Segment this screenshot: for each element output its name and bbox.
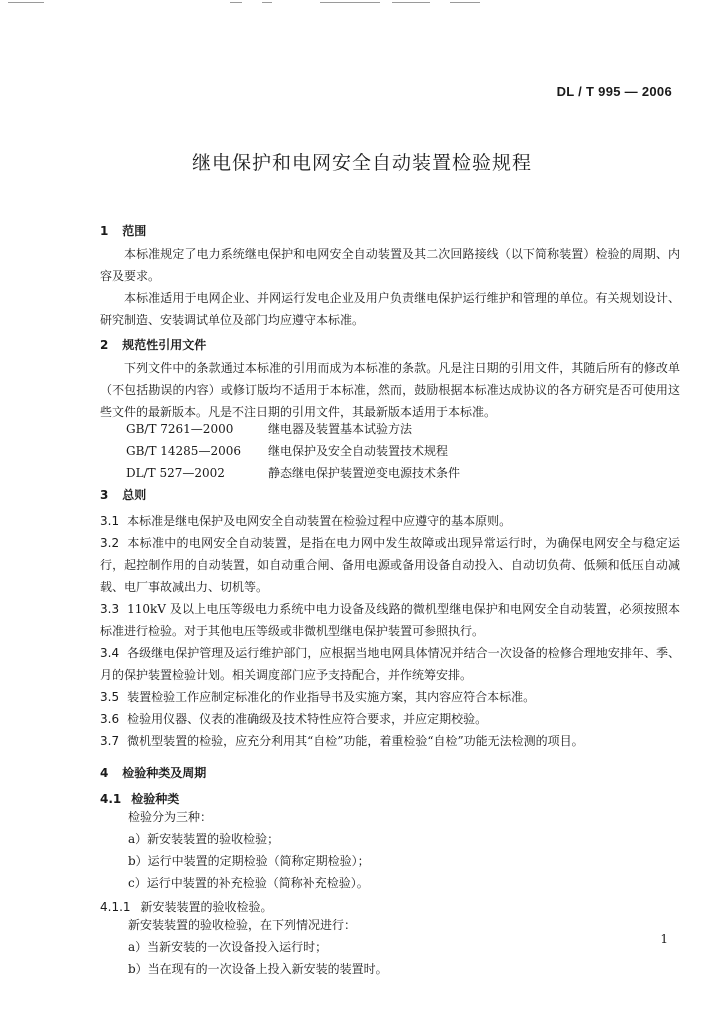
- reference-code: DL/T 527—2002: [126, 466, 225, 480]
- reference-title: 静态继电保护装置逆变电源技术条件: [268, 466, 461, 480]
- section-number: 2: [100, 338, 109, 352]
- clause-text: 本标准中的电网安全自动装置，是指在电力网中发生故障或出现异常运行时，为确保电网安全与稳定运行，起控制作用的自动装置，如自动重合闸、备用电源或备用设备自动投入、自动切负荷、低频和低压自动减载、电厂事故减出力、切机等。: [100, 536, 680, 594]
- clause-text: 110kV 及以上电压等级电力系统中电力设备及线路的微机型继电保护和电网安全自动装置，必须按照本标准进行检验。对于其他电压等级或非微机型继电保护装置可参照执行。: [100, 602, 680, 638]
- reference-code: GB/T 7261—2000: [126, 422, 234, 436]
- section-title: 范围: [122, 224, 147, 238]
- list-item: c）运行中装置的补充检验（简称补充检验）。: [128, 876, 369, 890]
- section-1-heading: [100, 222, 146, 239]
- subsection-4-1-heading: [100, 790, 179, 807]
- clause-number: 3.4: [100, 646, 120, 660]
- clause-text: 装置检验工作应制定标准化的作业指导书及实施方案，其内容应符合本标准。: [127, 690, 536, 704]
- section-4-heading: [100, 764, 206, 781]
- section-number: 1: [100, 224, 109, 238]
- clause-3-4: [100, 642, 680, 686]
- reference-item: [126, 418, 460, 440]
- clause-number: 3.5: [100, 690, 120, 704]
- section-2-heading: [100, 336, 206, 353]
- clause-text: 本标准是继电保护及电网安全自动装置在检验过程中应遵守的基本原则。: [127, 514, 512, 528]
- page-number: 1: [660, 932, 668, 946]
- clause-text: 微机型装置的检验，应充分利用其“自检”功能，着重检验“自检”功能无法检测的项目。: [127, 734, 584, 748]
- list-item: b）当在现有的一次设备上投入新安装的装置时。: [128, 962, 388, 976]
- section-title: 规范性引用文件: [122, 338, 207, 352]
- subsection-number: 4.1: [100, 792, 122, 806]
- document-code: DL / T 995 — 2006: [556, 84, 672, 99]
- subsection-4-1-intro: 检验分为三种：: [128, 810, 213, 824]
- clause-3-1: [100, 510, 680, 532]
- reference-title: 继电器及装置基本试验方法: [268, 422, 413, 436]
- section-1-paragraph-2: 本标准适用于电网企业、并网运行发电企业及用户负责继电保护运行维护和管理的单位。有关规划设计、研究制造、安装调试单位及部门均应遵守本标准。: [100, 291, 680, 327]
- list-item: a）新安装装置的验收检验；: [128, 832, 280, 846]
- clause-3-6: [100, 708, 680, 730]
- section-1-paragraph-1: 本标准规定了电力系统继电保护和电网安全自动装置及其二次回路接线（以下简称装置）检验的周期、内容及要求。: [100, 247, 680, 283]
- clause-number: 3.1: [100, 514, 120, 528]
- clause-4-1-1-heading: [100, 898, 273, 915]
- section-3-heading: [100, 486, 146, 503]
- clause-number: 3.6: [100, 712, 120, 726]
- section-number: 4: [100, 766, 109, 780]
- clause-3-5: [100, 686, 680, 708]
- clause-number: 3.7: [100, 734, 120, 748]
- list-item: a）当新安装的一次设备投入运行时；: [128, 940, 328, 954]
- section-title: 总则: [122, 488, 147, 502]
- section-title: 检验种类及周期: [122, 766, 207, 780]
- subsection-title: 检验种类: [131, 792, 180, 806]
- document-title: 继电保护和电网安全自动装置检验规程: [191, 152, 532, 174]
- reference-title: 继电保护及安全自动装置技术规程: [268, 444, 449, 458]
- clause-number: 4.1.1: [100, 900, 131, 914]
- clause-3-2: [100, 532, 680, 598]
- reference-item: [126, 462, 460, 484]
- clause-4-1-1-intro: 新安装装置的验收检验，在下列情况进行：: [128, 918, 357, 932]
- clause-text: 各级继电保护管理及运行维护部门，应根据当地电网具体情况并结合一次设备的检修合理地安排年、季、月的保护装置检验计划。相关调度部门应予支持配合，并作统筹安排。: [100, 646, 680, 682]
- clause-3-7: [100, 730, 680, 752]
- clause-title: 新安装装置的验收检验。: [140, 900, 273, 914]
- reference-list: [126, 418, 460, 484]
- clause-number: 3.3: [100, 602, 120, 616]
- list-item: b）运行中装置的定期检验（简称定期检验）；: [128, 854, 370, 868]
- clause-3-3: [100, 598, 680, 642]
- section-2-paragraph-1: 下列文件中的条款通过本标准的引用而成为本标准的条款。凡是注日期的引用文件，其随后所有的修改单（不包括勘误的内容）或修订版均不适用于本标准，然而，鼓励根据本标准达成协议的各方研究是否可使用这些文件的最新版本。凡是不注日期的引用文件，其最新版本适用于本标准。: [100, 361, 680, 419]
- reference-item: [126, 440, 460, 462]
- clause-text: 检验用仪器、仪表的准确级及技术特性应符合要求，并应定期校验。: [127, 712, 488, 726]
- section-number: 3: [100, 488, 109, 502]
- scan-artifact-top: [0, 0, 724, 8]
- clause-number: 3.2: [100, 536, 120, 550]
- reference-code: GB/T 14285—2006: [126, 444, 241, 458]
